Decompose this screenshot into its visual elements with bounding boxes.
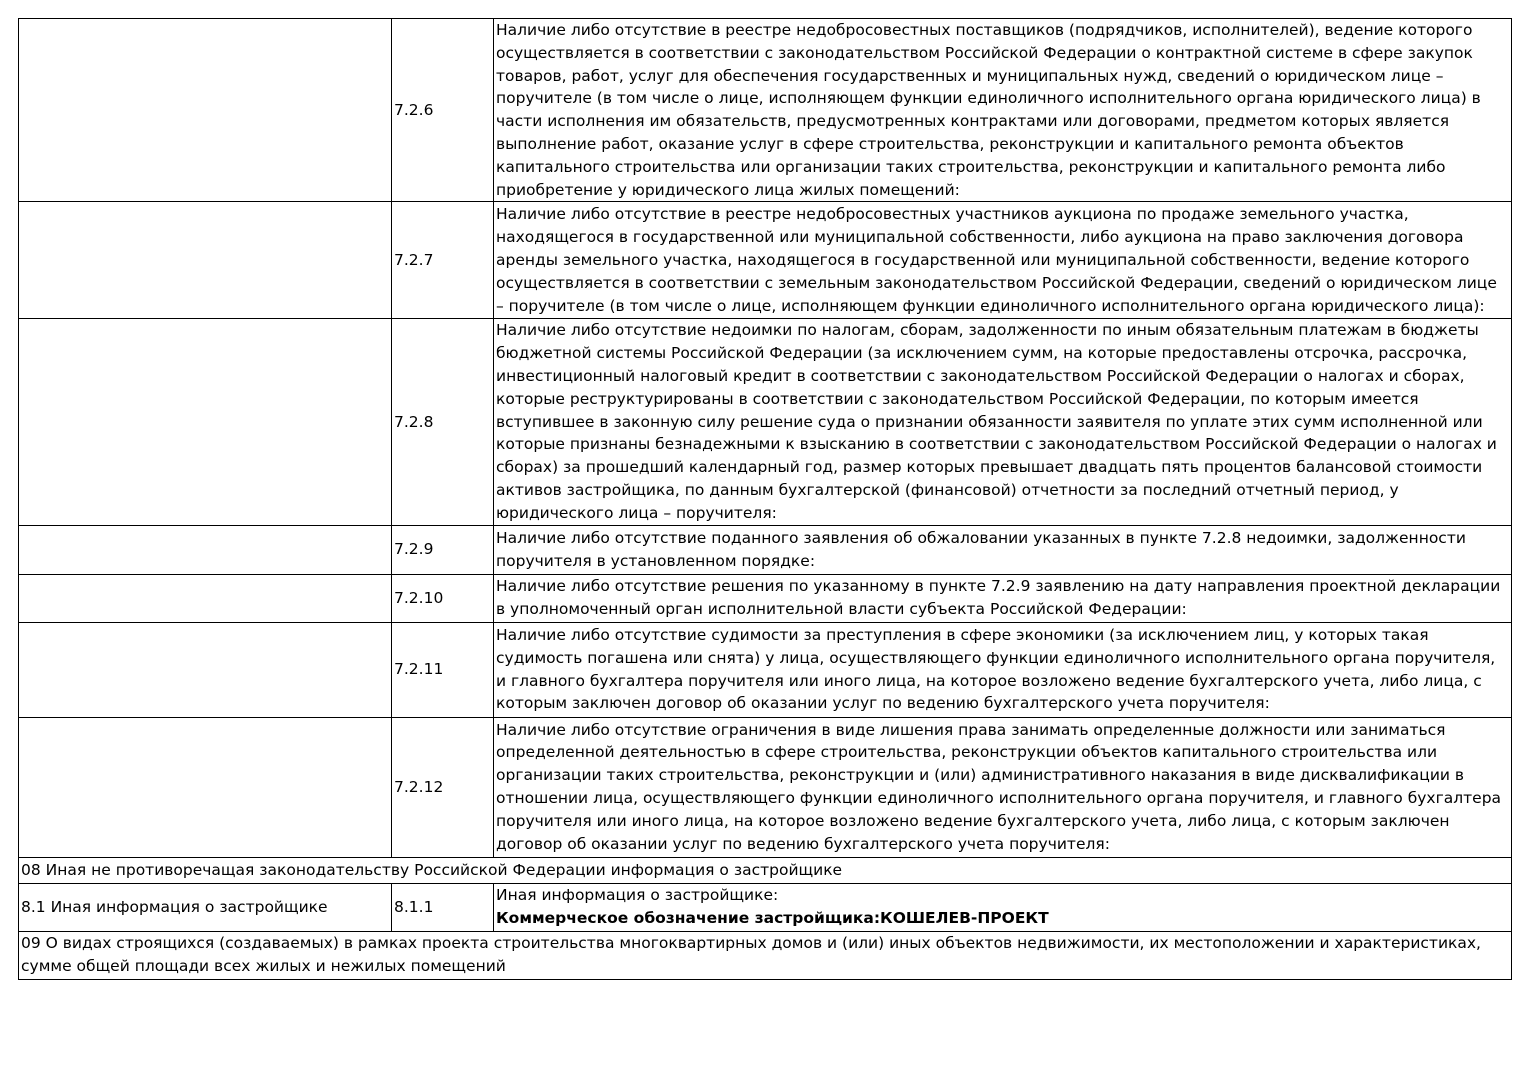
- item-text: [494, 883, 1512, 931]
- section-header-row: [19, 931, 1512, 979]
- item-text: Наличие либо отсутствие ограничения в виде лишения права занимать определенные должности или заниматься определенной деятельностью в сфере строительства, реконструкции объектов капитального строительства или организации таких строительства, реконструкции и (или) административного наказания в виде дисквалификации в отношении лица, осуществляющего функции единоличного исполнительного органа поручителя, и главного бухгалтера поручителя или иного лица, на которое возложено ведение бухгалтерского учета, либо лица, с которым заключен договор об оказании услуг по ведению бухгалтерского учета поручителя:: [494, 717, 1512, 857]
- item-label: Иная информация о застройщике:: [496, 886, 779, 905]
- category-cell: [19, 202, 392, 319]
- item-text: Наличие либо отсутствие в реестре недобросовестных участников аукциона по продаже земельного участка, находящегося в государственной или муниципальной собственности, либо аукциона на право заключения договора аренды земельного участка, находящегося в государственной или муниципальной собственности, ведение которого осуществляется в соответствии с земельным законодательством Российской Федерации, сведений о юридическом лице – поручителе (в том числе о лице, исполняющем функции единоличного исполнительного органа юридического лица):: [494, 202, 1512, 319]
- table-row: [19, 883, 1512, 931]
- item-number: 7.2.9: [392, 525, 494, 574]
- table-row: [19, 525, 1512, 574]
- table-row: [19, 574, 1512, 622]
- item-text: Наличие либо отсутствие в реестре недобросовестных поставщиков (подрядчиков, исполнителей), ведение которого осуществляется в соответствии с законодательством Российской Федерации о контрактной системе в сфере закупок товаров, работ, услуг для обеспечения государственных и муниципальных нужд, сведений о юридическом лице – поручителе (в том числе о лице, исполняющем функции единоличного исполнительного органа юридического лица) в части исполнения им обязательств, предусмотренных контрактами или договорами, предметом которых является выполнение работ, оказание услуг в сфере строительства, реконструкции и капитального ремонта объектов капитального строительства или организации таких строительства, реконструкции и капитального ремонта либо приобретение у юридического лица жилых помещений:: [494, 19, 1512, 202]
- table-row: [19, 19, 1512, 202]
- item-text: Наличие либо отсутствие поданного заявления об обжаловании указанных в пункте 7.2.8 недоимки, задолженности поручителя в установленном порядке:: [494, 525, 1512, 574]
- section-header-row: [19, 857, 1512, 883]
- item-number: 7.2.12: [392, 717, 494, 857]
- developer-commercial-name: Коммерческое обозначение застройщика:КОШЕЛЕВ-ПРОЕКТ: [496, 909, 1049, 928]
- table-row: [19, 319, 1512, 525]
- category-cell: [19, 319, 392, 525]
- category-cell: [19, 19, 392, 202]
- item-number: 8.1.1: [392, 883, 494, 931]
- declaration-table: [18, 18, 1512, 980]
- item-number: 7.2.10: [392, 574, 494, 622]
- item-number: 7.2.11: [392, 622, 494, 717]
- item-number: 7.2.7: [392, 202, 494, 319]
- item-text: Наличие либо отсутствие судимости за преступления в сфере экономики (за исключением лиц, у которых такая судимость погашена или снята) у лица, осуществляющего функции единоличного исполнительного органа поручителя, и главного бухгалтера поручителя или иного лица, на которое возложено ведение бухгалтерского учета, либо лица, с которым заключен договор об оказании услуг по ведению бухгалтерского учета поручителя:: [494, 622, 1512, 717]
- item-text: Наличие либо отсутствие недоимки по налогам, сборам, задолженности по иным обязательным платежам в бюджеты бюджетной системы Российской Федерации (за исключением сумм, на которые предоставлены отсрочка, рассрочка, инвестиционный налоговый кредит в соответствии с законодательством Российской Федерации о налогах и сборах, которые реструктурированы в соответствии с законодательством Российской Федерации, по которым имеется вступившее в законную силу решение суда о признании обязанности заявителя по уплате этих сумм исполненной или которые признаны безнадежными к взысканию в соответствии с законодательством Российской Федерации о налогах и сборах) за прошедший календарный год, размер которых превышает двадцать пять процентов балансовой стоимости активов застройщика, по данным бухгалтерской (финансовой) отчетности за последний отчетный период, у юридического лица – поручителя:: [494, 319, 1512, 525]
- category-cell: [19, 622, 392, 717]
- category-cell: [19, 574, 392, 622]
- table-row: [19, 717, 1512, 857]
- table-row: [19, 202, 1512, 319]
- section-08-title: 08 Иная не противоречащая законодательству Российской Федерации информация о застройщике: [19, 857, 1512, 883]
- section-09-title: 09 О видах строящихся (создаваемых) в рамках проекта строительства многоквартирных домов и (или) иных объектов недвижимости, их местоположении и характеристиках, сумме общей площади всех жилых и нежилых помещений: [19, 931, 1512, 979]
- item-text: Наличие либо отсутствие решения по указанному в пункте 7.2.9 заявлению на дату направления проектной декларации в уполномоченный орган исполнительной власти субъекта Российской Федерации:: [494, 574, 1512, 622]
- item-number: 7.2.8: [392, 319, 494, 525]
- table-row: [19, 622, 1512, 717]
- item-number: 7.2.6: [392, 19, 494, 202]
- category-cell: [19, 525, 392, 574]
- category-cell: [19, 717, 392, 857]
- category-cell: 8.1 Иная информация о застройщике: [19, 883, 392, 931]
